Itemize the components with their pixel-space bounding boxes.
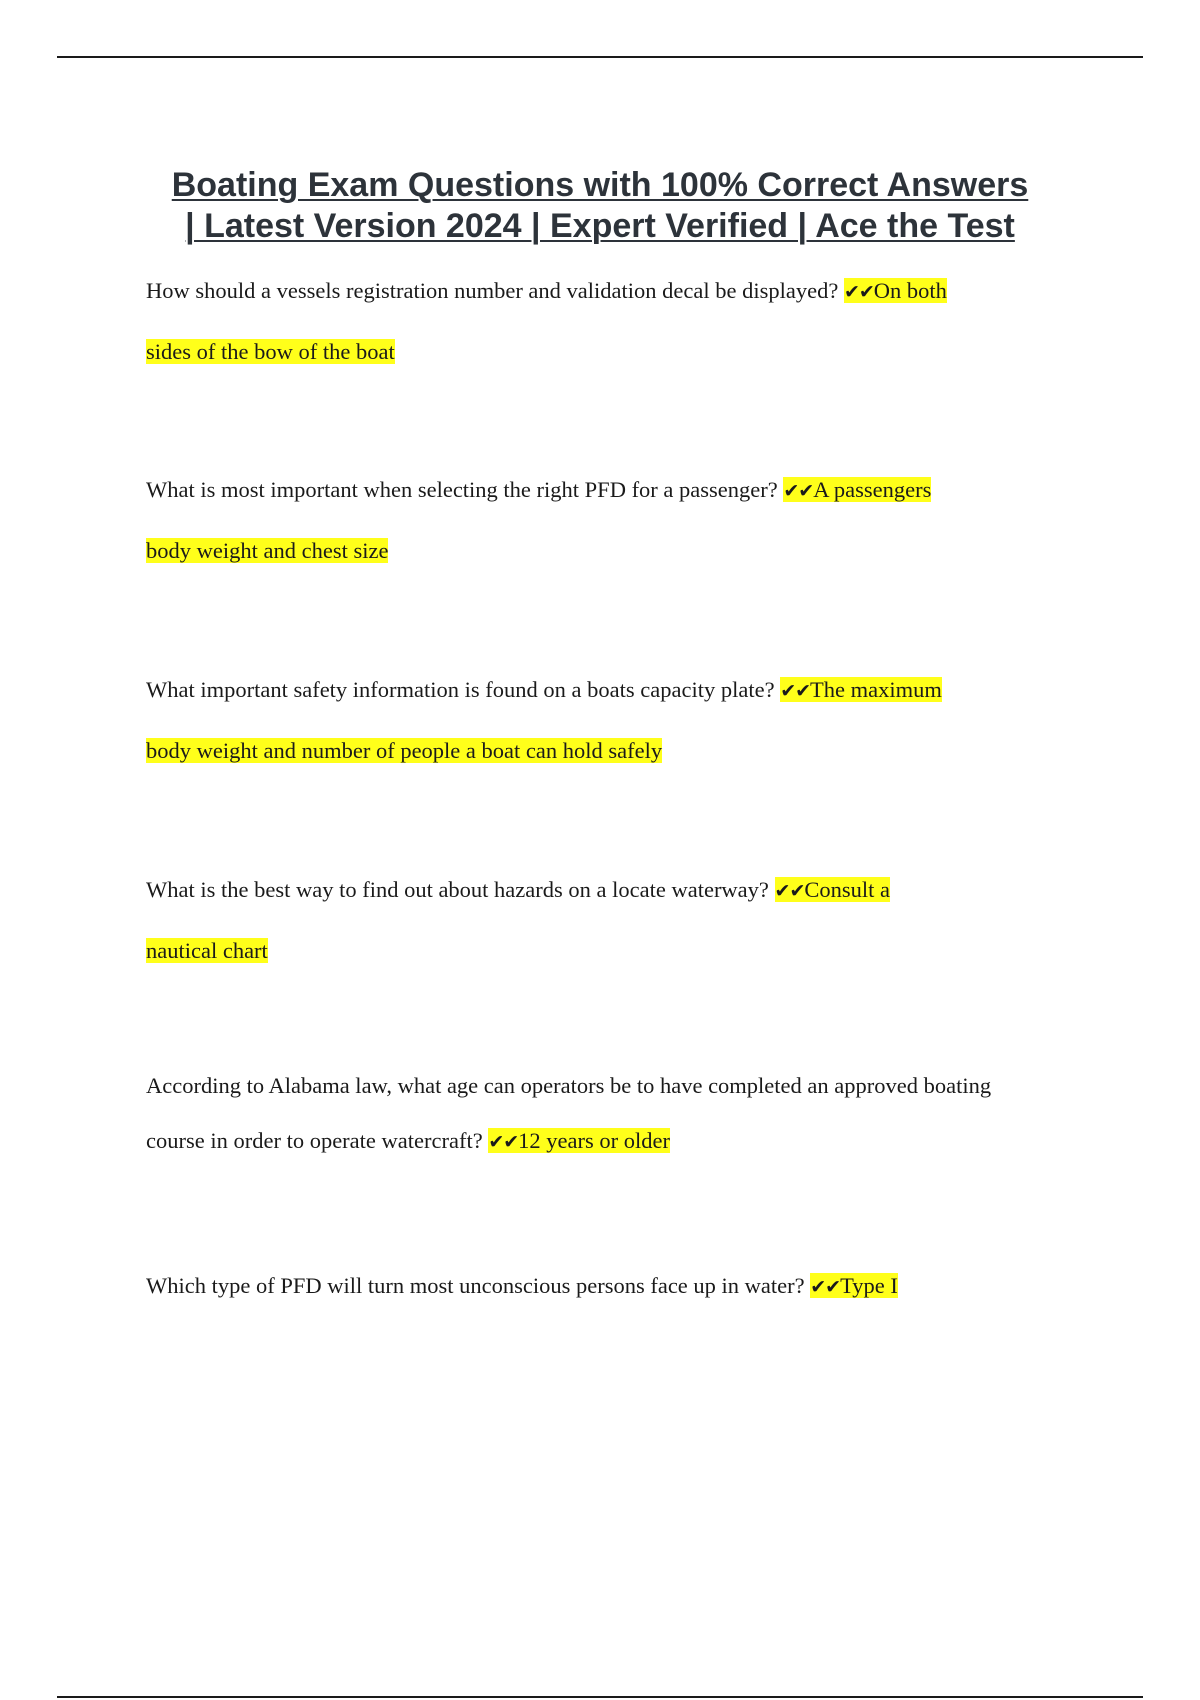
- page-title: [100, 165, 1100, 247]
- question-text: What important safety information is found on a boats capacity plate?: [146, 677, 775, 702]
- qa-line: [146, 721, 1076, 781]
- answer-text: The maximum: [810, 677, 942, 702]
- answer-highlight: [775, 877, 890, 902]
- title-line-2: | Latest Version 2024 | Expert Verified | Ace the Test: [185, 206, 1015, 245]
- qa-item: [146, 1258, 1076, 1315]
- answer-text: Consult a: [804, 877, 891, 902]
- question-text: What is the best way to find out about hazards on a locate waterway?: [146, 877, 769, 902]
- qa-line: [146, 460, 1076, 521]
- qa-line: [146, 921, 1076, 980]
- qa-line: [146, 1058, 1076, 1113]
- double-check-icon: ✔✔: [780, 680, 811, 702]
- qa-item: [146, 460, 1076, 581]
- double-check-icon: ✔✔: [843, 281, 874, 303]
- double-check-icon: ✔✔: [488, 1131, 519, 1153]
- answer-highlight: [783, 477, 931, 502]
- answer-highlight: [844, 278, 947, 303]
- answer-text: body weight and number of people a boat can hold safely: [146, 738, 663, 763]
- title-line-1: Boating Exam Questions with 100% Correct Answers: [171, 165, 1029, 204]
- answer-text: A passengers: [813, 477, 932, 502]
- answer-highlight: [488, 1128, 670, 1153]
- question-text: Which type of PFD will turn most unconscious persons face up in water?: [146, 1273, 805, 1298]
- double-check-icon: ✔✔: [783, 480, 814, 502]
- qa-line: [146, 1258, 1076, 1315]
- question-text: According to Alabama law, what age can operators be to have completed an approved boating: [146, 1073, 992, 1098]
- question-text: course in order to operate watercraft?: [146, 1128, 483, 1153]
- answer-text: Type I: [840, 1273, 898, 1298]
- answer-text: On both: [873, 278, 947, 303]
- answer-text: sides of the bow of the boat: [146, 339, 395, 364]
- answer-highlight: [780, 677, 942, 702]
- double-check-icon: ✔✔: [810, 1276, 841, 1298]
- question-text: What is most important when selecting the right PFD for a passenger?: [146, 477, 778, 502]
- qa-item: [146, 860, 1076, 980]
- question-text: How should a vessels registration number and validation decal be displayed?: [146, 278, 839, 303]
- qa-item: [146, 261, 1076, 381]
- top-rule: [57, 56, 1143, 58]
- qa-line: [146, 860, 1076, 921]
- qa-line: [146, 322, 1076, 381]
- answer-text: nautical chart: [146, 938, 268, 963]
- answer-text: 12 years or older: [518, 1128, 670, 1153]
- bottom-rule: [57, 1696, 1143, 1698]
- qa-line: [146, 261, 1076, 322]
- answer-text: body weight and chest size: [146, 538, 389, 563]
- qa-line: [146, 1113, 1076, 1170]
- answer-highlight: [810, 1273, 898, 1298]
- qa-line: [146, 660, 1076, 721]
- qa-line: [146, 521, 1076, 581]
- qa-item: [146, 1058, 1076, 1170]
- qa-item: [146, 660, 1076, 781]
- double-check-icon: ✔✔: [774, 880, 805, 902]
